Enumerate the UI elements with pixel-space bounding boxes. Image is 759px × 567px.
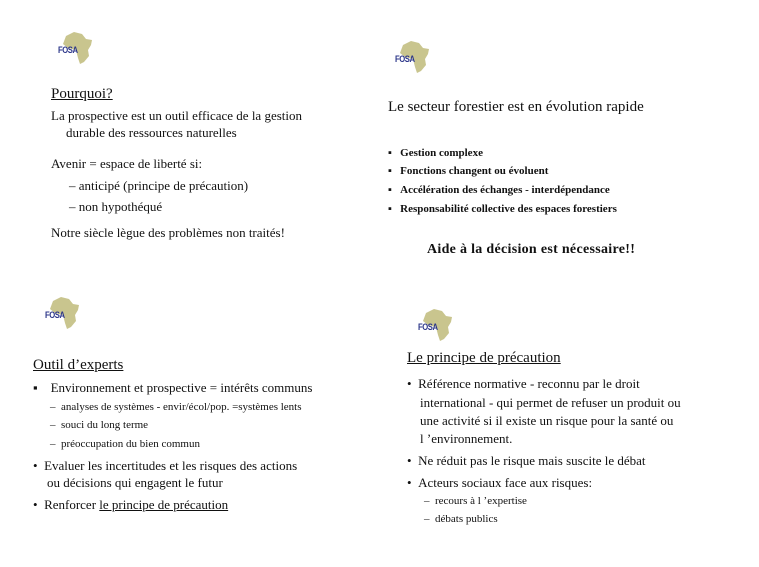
slide4-text: une activité si il existe un risque pour la santé ou <box>420 413 674 428</box>
precaution-link[interactable]: le principe de précaution <box>99 497 229 512</box>
slide3-subitem: – souci du long terme <box>50 419 149 431</box>
fosa-logo: FOSA <box>45 295 85 331</box>
slide3-bullet: • Evaluer les incertitudes et les risques des actions <box>33 458 298 473</box>
fosa-logo: FOSA <box>418 307 458 343</box>
slide2-conclusion: Aide à la décision est nécessaire!! <box>427 242 636 257</box>
slide2-bullet: ▪ Accélération des échanges - interdépendance <box>388 184 610 196</box>
slide1-title: Pourquoi? <box>51 86 113 102</box>
slide4-bullet: • Référence normative - reconnu par le droit <box>407 376 640 391</box>
slide3-subitem: – préoccupation du bien commun <box>50 438 200 450</box>
slide2-bullet: ▪ Gestion complexe <box>388 147 483 159</box>
slide1-text: La prospective est un outil efficace de la gestion <box>51 108 302 123</box>
slide4-subitem: – débats publics <box>424 513 498 525</box>
slide1-text: Avenir = espace de liberté si: <box>51 156 203 171</box>
slide4-text: l ’environnement. <box>420 431 513 446</box>
slide2-title: Le secteur forestier est en évolution rapide <box>388 99 644 115</box>
slide3-text: ou décisions qui engagent le futur <box>47 475 223 490</box>
slide3-title: Outil d’experts <box>33 357 124 373</box>
slide2-bullet: ▪ Responsabilité collective des espaces forestiers <box>388 203 617 215</box>
fosa-logo: FOSA <box>58 30 98 66</box>
slide1-text: Notre siècle lègue des problèmes non traités! <box>51 225 285 240</box>
slide4-bullet: • Acteurs sociaux face aux risques: <box>407 475 593 490</box>
slide1-subitem: – anticipé (principe de précaution) <box>69 178 249 193</box>
slide4-bullet: • Ne réduit pas le risque mais suscite le débat <box>407 453 646 468</box>
slide4-text: international - qui permet de refuser un produit ou <box>420 395 681 410</box>
slide2-bullet: ▪ Fonctions changent ou évoluent <box>388 165 549 177</box>
slide1-subitem: – non hypothéqué <box>69 199 163 214</box>
slide1-text: durable des ressources naturelles <box>66 125 237 140</box>
slide3-bullet: ▪ Environnement et prospective = intérêts communs <box>33 380 313 395</box>
slide3-subitem: – analyses de systèmes - envir/écol/pop. =systèmes lents <box>50 401 302 413</box>
slide4-title: Le principe de précaution <box>407 350 561 366</box>
slide3-bullet: • Renforcer le principe de précaution <box>33 497 229 512</box>
slide4-subitem: – recours à l ’expertise <box>424 495 527 507</box>
fosa-logo: FOSA <box>395 39 435 75</box>
